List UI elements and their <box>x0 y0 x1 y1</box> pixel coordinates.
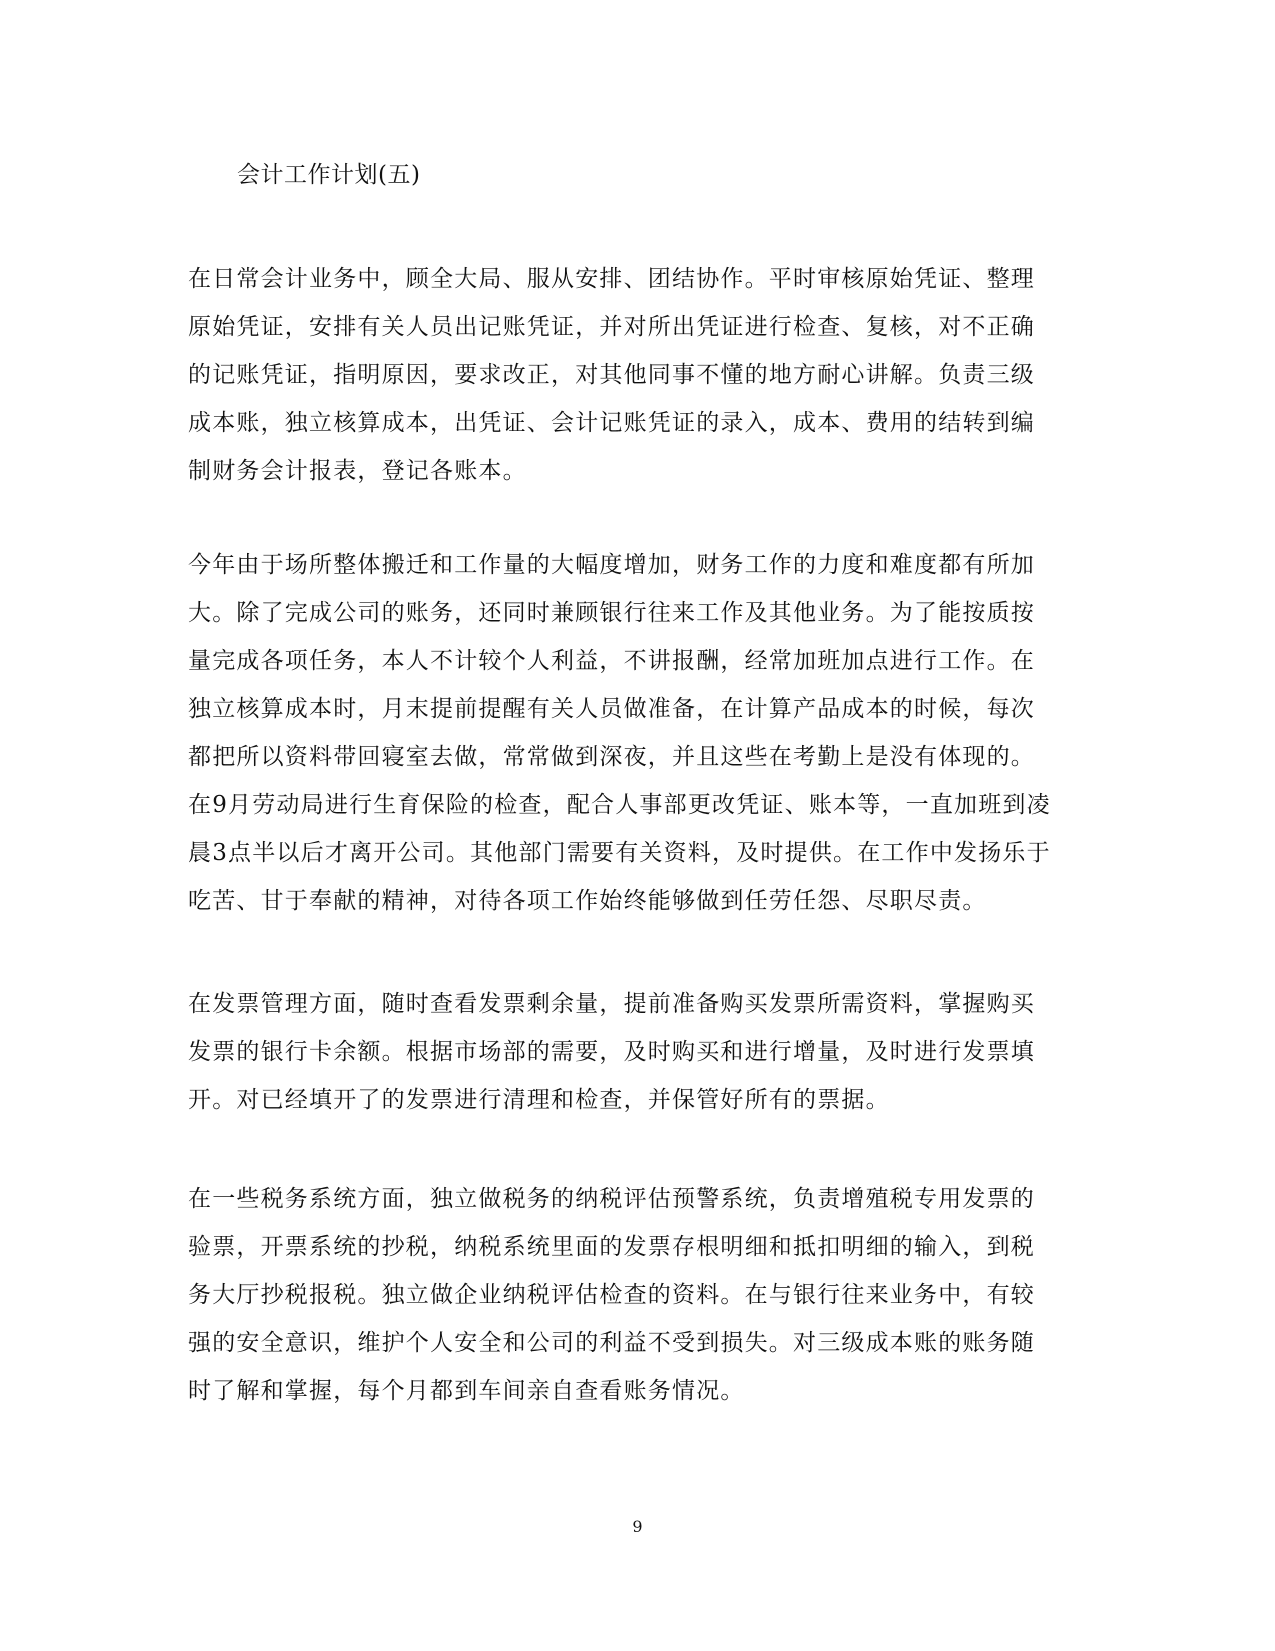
document-title: 会计工作计划(五) <box>237 162 421 188</box>
paragraph-daily-accounting <box>188 255 1068 495</box>
paragraph-line: 开。对已经填开了的发票进行清理和检查，并保管好所有的票据。 <box>188 1087 890 1113</box>
paragraph-line: 时了解和掌握，每个月都到车间亲自查看账务情况。 <box>188 1378 745 1404</box>
paragraph-line: 晨3点半以后才离开公司。其他部门需要有关资料，及时提供。在工作中发扬乐于 <box>188 840 1051 866</box>
paragraph-line: 务大厅抄税报税。独立做企业纳税评估检查的资料。在与银行往来业务中，有较 <box>188 1282 1035 1308</box>
paragraph-line: 在发票管理方面，随时查看发票剩余量，提前准备购买发票所需资料，掌握购买 <box>188 991 1035 1017</box>
paragraph-line: 大。除了完成公司的账务，还同时兼顾银行往来工作及其他业务。为了能按质按 <box>188 600 1035 626</box>
paragraph-line: 验票，开票系统的抄税，纳税系统里面的发票存根明细和抵扣明细的输入，到税 <box>188 1234 1035 1260</box>
paragraph-line: 发票的银行卡余额。根据市场部的需要，及时购买和进行增量，及时进行发票填 <box>188 1039 1035 1065</box>
paragraph-relocation-workload <box>188 541 1068 925</box>
paragraph-line: 原始凭证，安排有关人员出记账凭证，并对所出凭证进行检查、复核，对不正确 <box>188 314 1035 340</box>
paragraph-line: 在日常会计业务中，顾全大局、服从安排、团结协作。平时审核原始凭证、整理 <box>188 266 1035 292</box>
paragraph-line: 在9月劳动局进行生育保险的检查，配合人事部更改凭证、账本等，一直加班到凌 <box>188 792 1051 818</box>
paragraph-line: 的记账凭证，指明原因，要求改正，对其他同事不懂的地方耐心讲解。负责三级 <box>188 362 1035 388</box>
paragraph-line: 量完成各项任务，本人不计较个人利益，不讲报酬，经常加班加点进行工作。在 <box>188 648 1035 674</box>
paragraph-invoice-management <box>188 980 1068 1124</box>
paragraph-tax-systems <box>188 1175 1068 1415</box>
paragraph-line: 吃苦、甘于奉献的精神，对待各项工作始终能够做到任劳任怨、尽职尽责。 <box>188 888 987 914</box>
paragraph-line: 成本账，独立核算成本，出凭证、会计记账凭证的录入，成本、费用的结转到编 <box>188 410 1035 436</box>
paragraph-line: 独立核算成本时，月末提前提醒有关人员做准备，在计算产品成本的时候，每次 <box>188 696 1035 722</box>
paragraph-line: 制财务会计报表，登记各账本。 <box>188 458 527 484</box>
page-number: 9 <box>632 1517 643 1536</box>
paragraph-line: 强的安全意识，维护个人安全和公司的利益不受到损失。对三级成本账的账务随 <box>188 1330 1035 1356</box>
paragraph-line: 都把所以资料带回寝室去做，常常做到深夜，并且这些在考勤上是没有体现的。 <box>188 744 1035 770</box>
paragraph-line: 在一些税务系统方面，独立做税务的纳税评估预警系统，负责增殖税专用发票的 <box>188 1186 1035 1212</box>
paragraph-line: 今年由于场所整体搬迁和工作量的大幅度增加，财务工作的力度和难度都有所加 <box>188 552 1035 578</box>
